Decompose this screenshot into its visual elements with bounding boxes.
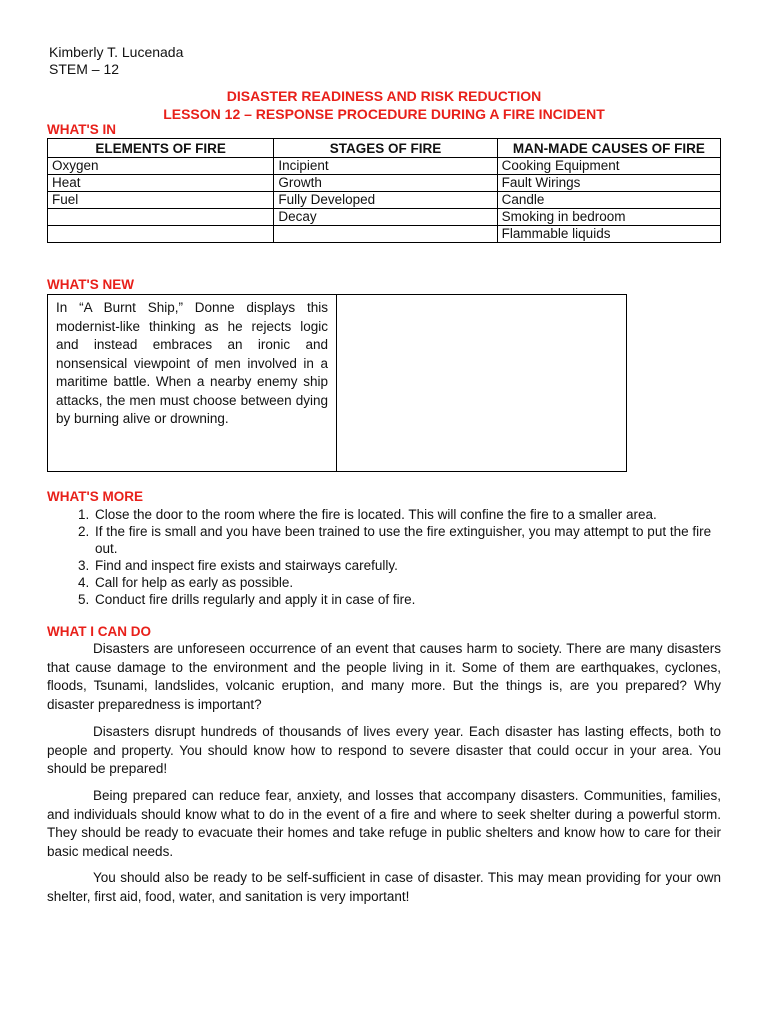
- table-cell: Growth: [274, 175, 497, 192]
- whats-more-heading: WHAT'S MORE: [47, 489, 143, 504]
- document-title: DISASTER READINESS AND RISK REDUCTION: [226, 88, 542, 104]
- paragraph: You should also be ready to be self-sufficient in case of disaster. This may mean providing for your own shelter, first aid, food, water, and sanitation is very important!: [47, 870, 721, 904]
- paragraph: Being prepared can reduce fear, anxiety, and losses that accompany disasters. Communities, families, and individuals should know what to do in the event of a fire and where to seek shelter during a powerful storm. They should be ready to evacuate their homes and take refuge in public shelters and know how to care for their basic medical needs.: [47, 788, 721, 859]
- table-row: [48, 175, 721, 192]
- table-cell: [48, 226, 274, 243]
- table-row: [48, 226, 721, 243]
- table-cell: Smoking in bedroom: [497, 209, 720, 226]
- table-row: [48, 158, 721, 175]
- list-item: 4. Call for help as early as possible.: [93, 574, 727, 591]
- column-header: ELEMENTS OF FIRE: [48, 139, 274, 158]
- table-row: [48, 209, 721, 226]
- table-cell: Incipient: [274, 158, 497, 175]
- whats-new-heading: WHAT'S NEW: [47, 277, 134, 292]
- table-cell: Candle: [497, 192, 720, 209]
- whats-new-text: In “A Burnt Ship,” Donne displays this modernist-like thinking as he rejects logic and instead embraces an ironic and nonsensical viewpoint of men involved in a maritime battle. When a nearby enemy ship attacks, the men must choose between dying by burning alive or drowning.: [56, 300, 328, 426]
- table-row: [48, 192, 721, 209]
- table-cell: Flammable liquids: [497, 226, 720, 243]
- column-header: MAN-MADE CAUSES OF FIRE: [497, 139, 720, 158]
- what-i-can-do-heading: WHAT I CAN DO: [47, 624, 151, 639]
- table-cell: Fully Developed: [274, 192, 497, 209]
- whats-more-list: [47, 506, 727, 608]
- table-cell: Oxygen: [48, 158, 274, 175]
- student-name: Kimberly T. Lucenada: [49, 44, 184, 60]
- paragraph: Disasters are unforeseen occurrence of an event that causes harm to society. There are many disasters that cause damage to the environment and the people living in it. Some of them are earthquakes, cyclones, floods, Tsunami, landslides, volcanic eruption, and many more. But the things is, are you prepared? Why disaster preparedness is important?: [47, 641, 721, 712]
- table-cell: [48, 209, 274, 226]
- list-item: 1. Close the door to the room where the fire is located. This will confine the fire to a smaller area.: [93, 506, 727, 523]
- list-item: 3. Find and inspect fire exists and stairways carefully.: [93, 557, 727, 574]
- column-header: STAGES OF FIRE: [274, 139, 497, 158]
- table-cell: Cooking Equipment: [497, 158, 720, 175]
- student-section: STEM – 12: [49, 61, 120, 77]
- list-item: 5. Conduct fire drills regularly and apply it in case of fire.: [93, 591, 727, 608]
- table-cell: Heat: [48, 175, 274, 192]
- whats-new-box: [47, 294, 627, 472]
- lesson-title: LESSON 12 – RESPONSE PROCEDURE DURING A FIRE INCIDENT: [163, 106, 605, 122]
- whats-in-heading: WHAT'S IN: [47, 122, 116, 137]
- table-header-row: [48, 139, 721, 158]
- paragraph: Disasters disrupt hundreds of thousands of lives every year. Each disaster has lasting effects, both to people and property. You should know how to respond to severe disaster that could occur in your area. You should be prepared!: [47, 724, 721, 776]
- table-cell: [274, 226, 497, 243]
- whats-new-text-cell: [48, 295, 337, 471]
- fire-elements-table: [47, 138, 721, 243]
- list-item: 2. If the fire is small and you have been trained to use the fire extinguisher, you may attempt to put the fire out.: [93, 523, 727, 557]
- table-cell: Decay: [274, 209, 497, 226]
- table-cell: Fault Wirings: [497, 175, 720, 192]
- table-cell: Fuel: [48, 192, 274, 209]
